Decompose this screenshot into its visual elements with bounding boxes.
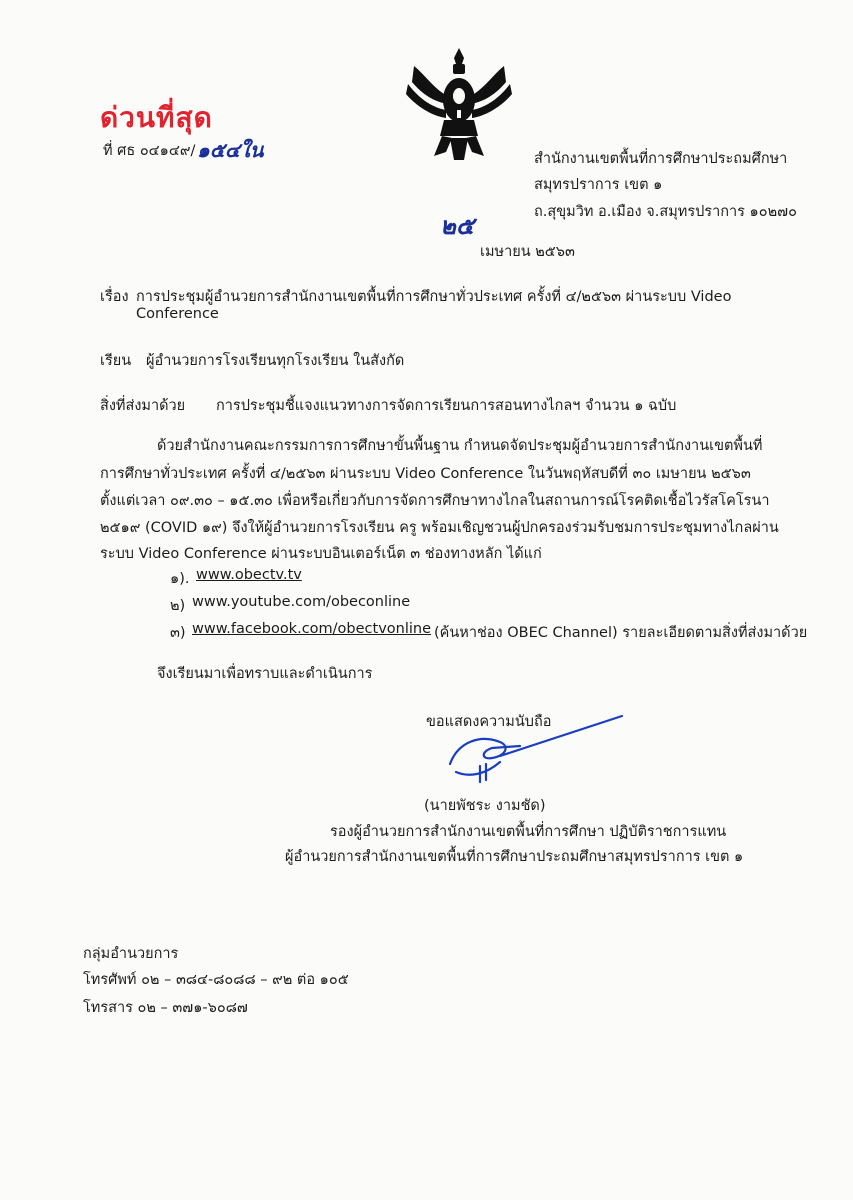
document-number-handwritten: ๑๕๔ใน [197, 138, 264, 162]
phone-number: โทรศัพท์ ๐๒ – ๓๘๔-๘๐๘๘ – ๙๒ ต่อ ๑๐๕ [83, 972, 349, 988]
channel-note: (ค้นหาช่อง OBEC Channel) รายละเอียดตามสิ่งที่ส่งมาด้วย [434, 625, 808, 641]
enclosure-label: สิ่งที่ส่งมาด้วย [100, 398, 186, 414]
channel-link-obectv[interactable]: www.obectv.tv [196, 567, 302, 583]
channel-number: ๓) [170, 625, 186, 641]
signer-name: (นายพัชระ งามชัด) [424, 798, 546, 814]
subject-label: เรื่อง [100, 289, 129, 305]
date-day-handwritten: ๒๕ [440, 211, 474, 240]
body-line: ด้วยสำนักงานคณะกรรมการการศึกษาขั้นพื้นฐาน กำหนดจัดประชุมผู้อำนวยการสำนักงานเขตพื้นที่ [157, 438, 763, 454]
date-text: เมษายน ๒๕๖๓ [480, 244, 575, 260]
channel-number: ๒) [170, 598, 186, 614]
signer-position-line1: รองผู้อำนวยการสำนักงานเขตพื้นที่การศึกษา ปฏิบัติราชการแทน [330, 824, 727, 840]
regards-text: ขอแสดงความนับถือ [426, 714, 552, 730]
garuda-emblem-icon [404, 44, 514, 164]
department-name: กลุ่มอำนวยการ [83, 946, 179, 962]
body-line: ๒๕๑๙ (COVID ๑๙) จึงให้ผู้อำนวยการโรงเรียน ครู พร้อมเชิญชวนผู้ปกครองร่วมรับชมการประชุมทางไกลผ่าน [100, 520, 779, 536]
subject-line1: การประชุมผู้อำนวยการสำนักงานเขตพื้นที่การศึกษาทั่วประเทศ ครั้งที่ ๔/๒๕๖๓ ผ่านระบบ Video [136, 289, 732, 305]
channel-link-youtube[interactable]: www.youtube.com/obeconline [192, 594, 411, 610]
body-line: การศึกษาทั่วประเทศ ครั้งที่ ๔/๒๕๖๓ ผ่านระบบ Video Conference ในวันพฤหัสบดีที่ ๓๐ เมษายน ๒๕๖๓ [100, 466, 751, 482]
urgent-stamp: ด่วนที่สุด [100, 101, 213, 134]
office-address: ถ.สุขุมวิท อ.เมือง จ.สมุทรปราการ ๑๐๒๗๐ [534, 204, 797, 220]
document-number-label: ที่ ศธ ๐๔๑๔๙/ [103, 143, 196, 159]
office-name-line2: สมุทรปราการ เขต ๑ [534, 177, 663, 193]
fax-number: โทรสาร ๐๒ – ๓๗๑-๖๐๘๗ [83, 1000, 248, 1016]
conclusion-text: จึงเรียนมาเพื่อทราบและดำเนินการ [157, 666, 373, 682]
recipient-label: เรียน [100, 353, 132, 369]
channel-number: ๑). [170, 571, 190, 587]
signer-position-line2: ผู้อำนวยการสำนักงานเขตพื้นที่การศึกษาประถมศึกษาสมุทรปราการ เขต ๑ [285, 849, 744, 865]
channel-link-facebook[interactable]: www.facebook.com/obectvonline [192, 621, 432, 637]
body-line: ระบบ Video Conference ผ่านระบบอินเตอร์เน็ต ๓ ช่องทางหลัก ได้แก่ [100, 546, 542, 562]
office-name-line1: สำนักงานเขตพื้นที่การศึกษาประถมศึกษา [534, 151, 788, 167]
recipient-text: ผู้อำนวยการโรงเรียนทุกโรงเรียน ในสังกัด [146, 353, 405, 369]
body-line: ตั้งแต่เวลา ๐๙.๓๐ – ๑๕.๓๐ เพื่อหรือเกี่ยวกับการจัดการศึกษาทางไกลในสถานการณ์โรคติดเชื้อไวรัสโคโรนา [100, 493, 770, 509]
subject-line2: Conference [136, 306, 219, 322]
signature-image [440, 712, 625, 792]
enclosure-text: การประชุมชี้แจงแนวทางการจัดการเรียนการสอนทางไกลฯ จำนวน ๑ ฉบับ [216, 398, 677, 414]
